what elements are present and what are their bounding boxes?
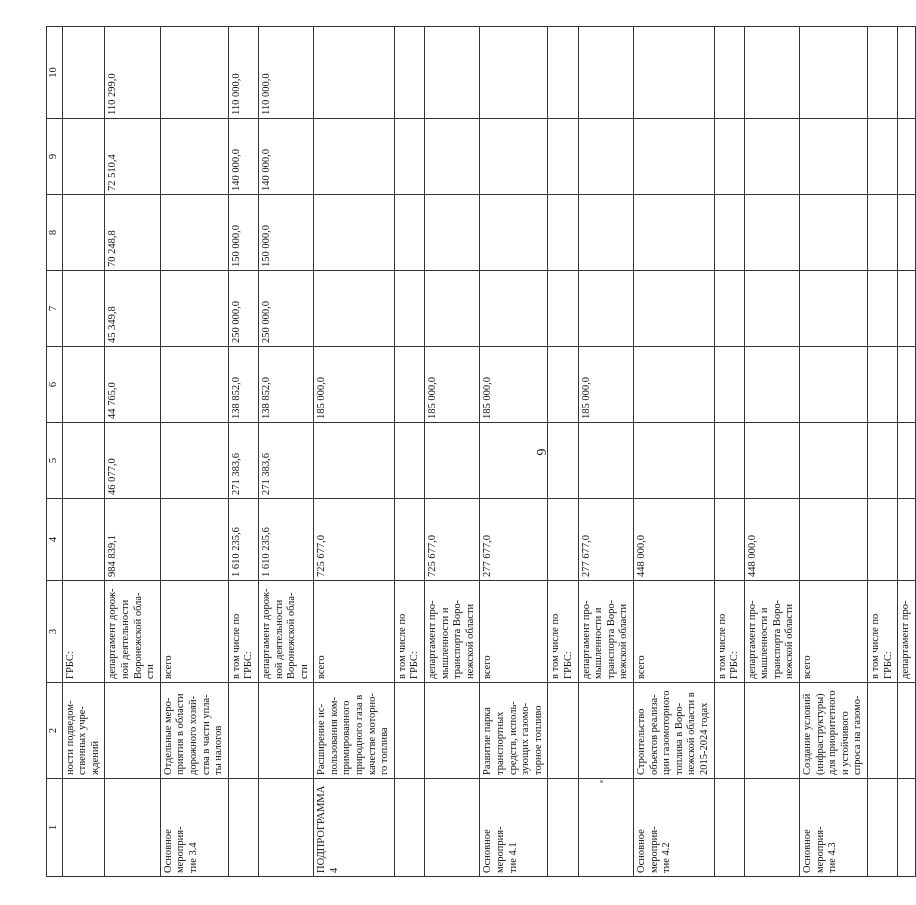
description-cell (898, 683, 916, 779)
value-cell: 271 383,6 (258, 423, 313, 499)
value-cell: 725 677,0 (425, 499, 480, 581)
table-row (105, 27, 160, 877)
value-cell (714, 271, 744, 347)
value-cell (62, 195, 105, 271)
value-cell (480, 423, 548, 499)
value-cell (314, 119, 395, 195)
grbs-cell: в том числе по ГРБС: (228, 581, 258, 683)
grbs-cell: в том числе по ГРБС: (868, 581, 898, 683)
value-cell: 1 610 235,6 (258, 499, 313, 581)
description-cell (578, 683, 633, 779)
grbs-cell: департамент про- мышленности и транспорта Воро- нежской области (744, 581, 799, 683)
description-cell: Создание условий (инфраструктуры) для приоритетного и устойчивого спроса на газомо- (800, 683, 868, 779)
value-cell (160, 195, 228, 271)
header-cell: 5 (47, 423, 63, 499)
value-cell (868, 347, 898, 423)
value-cell (714, 27, 744, 119)
value-cell (160, 499, 228, 581)
description-cell: Строительство объектов реализа- ции газомоторного топлива в Воро- нежской области в 2015-2024 годах (633, 683, 714, 779)
description-cell (228, 683, 258, 779)
grbs-cell: всего (800, 581, 868, 683)
value-cell (868, 27, 898, 119)
value-cell (480, 195, 548, 271)
value-cell (62, 499, 105, 581)
value-cell (548, 271, 578, 347)
measure-cell (62, 779, 105, 877)
value-cell: 150 000,0 (228, 195, 258, 271)
value-cell (744, 195, 799, 271)
value-cell (800, 119, 868, 195)
value-cell (714, 119, 744, 195)
value-cell: 110 299,0 (105, 27, 160, 119)
value-cell (578, 271, 633, 347)
value-cell (800, 27, 868, 119)
measure-cell (868, 779, 898, 877)
value-cell (62, 347, 105, 423)
measure-cell (258, 779, 313, 877)
value-cell (744, 27, 799, 119)
value-cell: 110 000,0 (228, 27, 258, 119)
value-cell (480, 119, 548, 195)
header-cell: 8 (47, 195, 63, 271)
value-cell (868, 195, 898, 271)
value-cell: 271 383,6 (228, 423, 258, 499)
value-cell: 725 677,0 (314, 499, 395, 581)
value-cell (633, 423, 714, 499)
value-cell: 140 000,0 (258, 119, 313, 195)
value-cell (394, 499, 424, 581)
page-number: 6 (533, 448, 548, 456)
table-row (633, 27, 714, 877)
value-cell (714, 347, 744, 423)
grbs-cell: в том числе по ГРБС: (548, 581, 578, 683)
value-cell (394, 271, 424, 347)
value-cell: 138 852,0 (228, 347, 258, 423)
header-row (47, 27, 63, 877)
value-cell (633, 119, 714, 195)
value-cell (394, 423, 424, 499)
value-cell (160, 27, 228, 119)
grbs-cell: в том числе по ГРБС: (394, 581, 424, 683)
value-cell (898, 347, 916, 423)
value-cell: 46 077,0 (105, 423, 160, 499)
value-cell: 185 000,0 (480, 347, 548, 423)
value-cell: 150 000,0 (258, 195, 313, 271)
value-cell (548, 119, 578, 195)
value-cell (160, 423, 228, 499)
table-row (480, 27, 548, 877)
measure-cell (744, 779, 799, 877)
value-cell: 72 510,4 (105, 119, 160, 195)
value-cell (425, 27, 480, 119)
value-cell: 1 610 235,6 (228, 499, 258, 581)
value-cell (480, 271, 548, 347)
table-row (160, 27, 228, 877)
measure-cell: Основное мероприя- тие 4.1 (480, 779, 548, 877)
value-cell: 185 000,0 (314, 347, 395, 423)
table-row (394, 27, 424, 877)
grbs-cell: в том числе по ГРБС: (714, 581, 744, 683)
value-cell: 277 677,0 (480, 499, 548, 581)
description-cell (258, 683, 313, 779)
value-cell (394, 347, 424, 423)
value-cell: 250 000,0 (258, 271, 313, 347)
table-row (898, 27, 916, 877)
value-cell (714, 423, 744, 499)
table-row (425, 27, 480, 877)
value-cell (800, 423, 868, 499)
table-row (868, 27, 898, 877)
table-row (258, 27, 313, 877)
value-cell (744, 347, 799, 423)
value-cell (62, 423, 105, 499)
table-body (62, 27, 915, 877)
value-cell (314, 195, 395, 271)
value-cell (548, 195, 578, 271)
value-cell: 140 000,0 (228, 119, 258, 195)
value-cell (548, 27, 578, 119)
table-row (62, 27, 105, 877)
value-cell (578, 119, 633, 195)
value-cell (578, 423, 633, 499)
description-cell (548, 683, 578, 779)
value-cell (868, 423, 898, 499)
value-cell (714, 499, 744, 581)
grbs-cell: департамент дорож- ной деятельности Воронежской обла- сти (105, 581, 160, 683)
budget-table (46, 26, 916, 877)
value-cell (744, 423, 799, 499)
measure-cell (714, 779, 744, 877)
description-cell: ности подведом- ственных учре- ждений (62, 683, 105, 779)
measure-cell (105, 779, 160, 877)
value-cell: 984 839,1 (105, 499, 160, 581)
grbs-cell: всего (160, 581, 228, 683)
description-cell: Расширение ис- пользования ком- примированного природного газа в качестве моторно- го топлива (314, 683, 395, 779)
value-cell (898, 271, 916, 347)
header-cell: 1 (47, 779, 63, 877)
value-cell (314, 423, 395, 499)
value-cell (744, 271, 799, 347)
header-cell: 6 (47, 347, 63, 423)
description-cell (868, 683, 898, 779)
table-row (800, 27, 868, 877)
value-cell (800, 347, 868, 423)
description-cell (105, 683, 160, 779)
scan-speck (600, 780, 603, 783)
grbs-cell: всего (633, 581, 714, 683)
measure-cell: Основное мероприя- тие 4.3 (800, 779, 868, 877)
grbs-cell: всего (314, 581, 395, 683)
value-cell (578, 27, 633, 119)
value-cell (548, 423, 578, 499)
measure-cell (425, 779, 480, 877)
value-cell (160, 119, 228, 195)
measure-cell: Основное мероприя- тие 4.2 (633, 779, 714, 877)
value-cell (868, 499, 898, 581)
value-cell (898, 499, 916, 581)
value-cell: 448 000,0 (744, 499, 799, 581)
table-row (548, 27, 578, 877)
value-cell: 138 852,0 (258, 347, 313, 423)
value-cell (548, 347, 578, 423)
grbs-cell: департамент дорож- ной деятельности Воронежской обла- сти (258, 581, 313, 683)
description-cell (744, 683, 799, 779)
description-cell (425, 683, 480, 779)
measure-cell: Основное мероприя- тие 3.4 (160, 779, 228, 877)
value-cell (160, 271, 228, 347)
value-cell: 277 677,0 (578, 499, 633, 581)
value-cell (425, 423, 480, 499)
value-cell: 45 349,8 (105, 271, 160, 347)
value-cell (868, 271, 898, 347)
table-row (714, 27, 744, 877)
grbs-cell: всего (480, 581, 548, 683)
value-cell (578, 195, 633, 271)
value-cell (62, 271, 105, 347)
value-cell (744, 119, 799, 195)
value-cell (633, 347, 714, 423)
value-cell: 448 000,0 (633, 499, 714, 581)
value-cell (314, 271, 395, 347)
value-cell (633, 195, 714, 271)
value-cell: 70 248,8 (105, 195, 160, 271)
value-cell (425, 119, 480, 195)
value-cell: 185 000,0 (578, 347, 633, 423)
header-cell: 3 (47, 581, 63, 683)
value-cell (800, 499, 868, 581)
value-cell (868, 119, 898, 195)
measure-cell (548, 779, 578, 877)
value-cell: 110 000,0 (258, 27, 313, 119)
value-cell (714, 195, 744, 271)
value-cell (898, 27, 916, 119)
header-cell: 2 (47, 683, 63, 779)
description-cell (714, 683, 744, 779)
value-cell (898, 119, 916, 195)
measure-cell (898, 779, 916, 877)
description-cell: Отдельные меро- приятия в области дорожного хозяй- ства в части упла- ты налогов (160, 683, 228, 779)
value-cell (62, 119, 105, 195)
measure-cell (578, 779, 633, 877)
description-cell (394, 683, 424, 779)
header-cell: 7 (47, 271, 63, 347)
table-row (744, 27, 799, 877)
value-cell (633, 271, 714, 347)
table-row (578, 27, 633, 877)
value-cell (898, 423, 916, 499)
description-cell: Развитие парка транспортных средств, исполь- зующих газомо- торное топливо (480, 683, 548, 779)
value-cell (160, 347, 228, 423)
value-cell (314, 27, 395, 119)
rotated-table-region (46, 27, 912, 877)
table-row (228, 27, 258, 877)
value-cell: 44 765,0 (105, 347, 160, 423)
value-cell (480, 27, 548, 119)
grbs-cell: ГРБС: (62, 581, 105, 683)
value-cell: 185 000,0 (425, 347, 480, 423)
table-row (314, 27, 395, 877)
measure-cell: ПОДПРОГРАММА 4 (314, 779, 395, 877)
grbs-cell: департамент про- мышленности и транспорта Воро- нежской области (578, 581, 633, 683)
value-cell (394, 195, 424, 271)
value-cell (394, 119, 424, 195)
value-cell (425, 195, 480, 271)
value-cell (425, 271, 480, 347)
value-cell (548, 499, 578, 581)
value-cell (898, 195, 916, 271)
header-cell: 9 (47, 119, 63, 195)
grbs-cell: департамент про- мышленности и транспорта Воро- нежской области (425, 581, 480, 683)
value-cell (800, 271, 868, 347)
value-cell (633, 27, 714, 119)
value-cell: 250 000,0 (228, 271, 258, 347)
value-cell (800, 195, 868, 271)
header-cell: 4 (47, 499, 63, 581)
value-cell (62, 27, 105, 119)
grbs-cell: департамент про- (898, 581, 916, 683)
value-cell (394, 27, 424, 119)
measure-cell (394, 779, 424, 877)
measure-cell (228, 779, 258, 877)
header-cell: 10 (47, 27, 63, 119)
